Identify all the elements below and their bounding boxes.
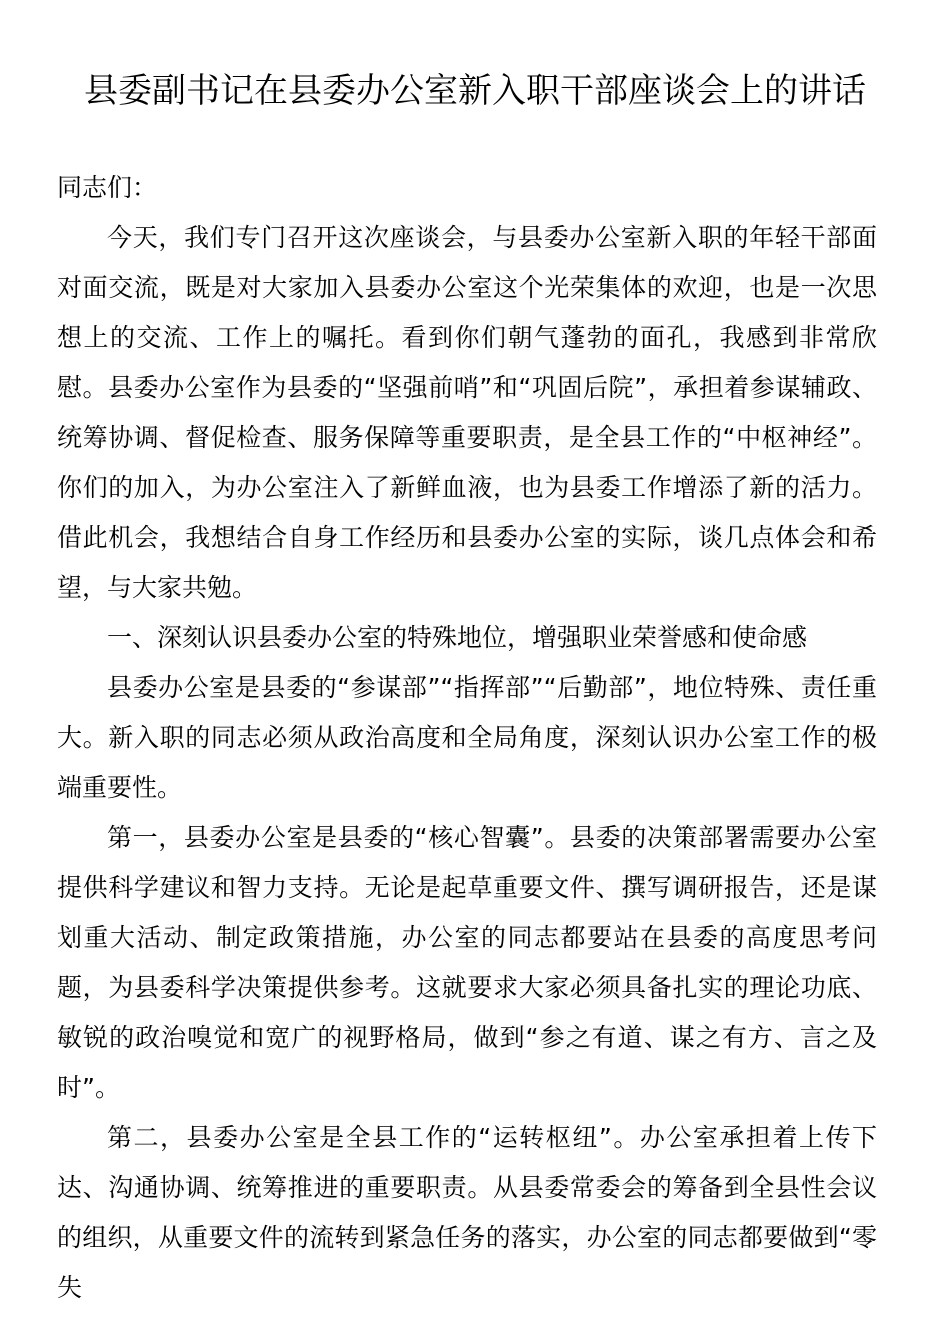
paragraph-first-point: 第一，县委办公室是县委的“核心智囊”。县委的决策部署需要办公室提供科学建议和智力支持。无论是起草重要文件、撰写调研报告，还是谋划重大活动、制定政策措施，办公室的同志都要站在县委的高度思考问题，为县委科学决策提供参考。这就要求大家必须具备扎实的理论功底、敏锐的政治嗅觉和宽广的视野格局，做到“参之有道、谋之有方、言之及时”。 <box>57 823 877 1102</box>
salutation: 同志们： <box>57 173 158 202</box>
paragraph-second-point: 第二，县委办公室是全县工作的“运转枢纽”。办公室承担着上传下达、沟通协调、统筹推进的重要职责。从县委常委会的筹备到全县性会议的组织，从重要文件的流转到紧急任务的落实，办公室的同志都要做到“零失 <box>57 1123 877 1302</box>
paragraph-opening: 今天，我们专门召开这次座谈会，与县委办公室新入职的年轻干部面对面交流，既是对大家加入县委办公室这个光荣集体的欢迎，也是一次思想上的交流、工作上的嘱托。看到你们朝气蓬勃的面孔，我感到非常欣慰。县委办公室作为县委的“坚强前哨”和“巩固后院”，承担着参谋辅政、统筹协调、督促检查、服务保障等重要职责，是全县工作的“中枢神经”。你们的加入，为办公室注入了新鲜血液，也为县委工作增添了新的活力。借此机会，我想结合自身工作经历和县委办公室的实际，谈几点体会和希望，与大家共勉。 <box>57 223 877 602</box>
document-title: 县委副书记在县委办公室新入职干部座谈会上的讲话 <box>84 71 866 111</box>
paragraph-status: 县委办公室是县委的“参谋部”“指挥部”“后勤部”，地位特殊、责任重大。新入职的同志必须从政治高度和全局角度，深刻认识办公室工作的极端重要性。 <box>57 673 877 802</box>
section-heading-one: 一、深刻认识县委办公室的特殊地位，增强职业荣誉感和使命感 <box>107 623 808 652</box>
document-body <box>57 163 877 1313</box>
